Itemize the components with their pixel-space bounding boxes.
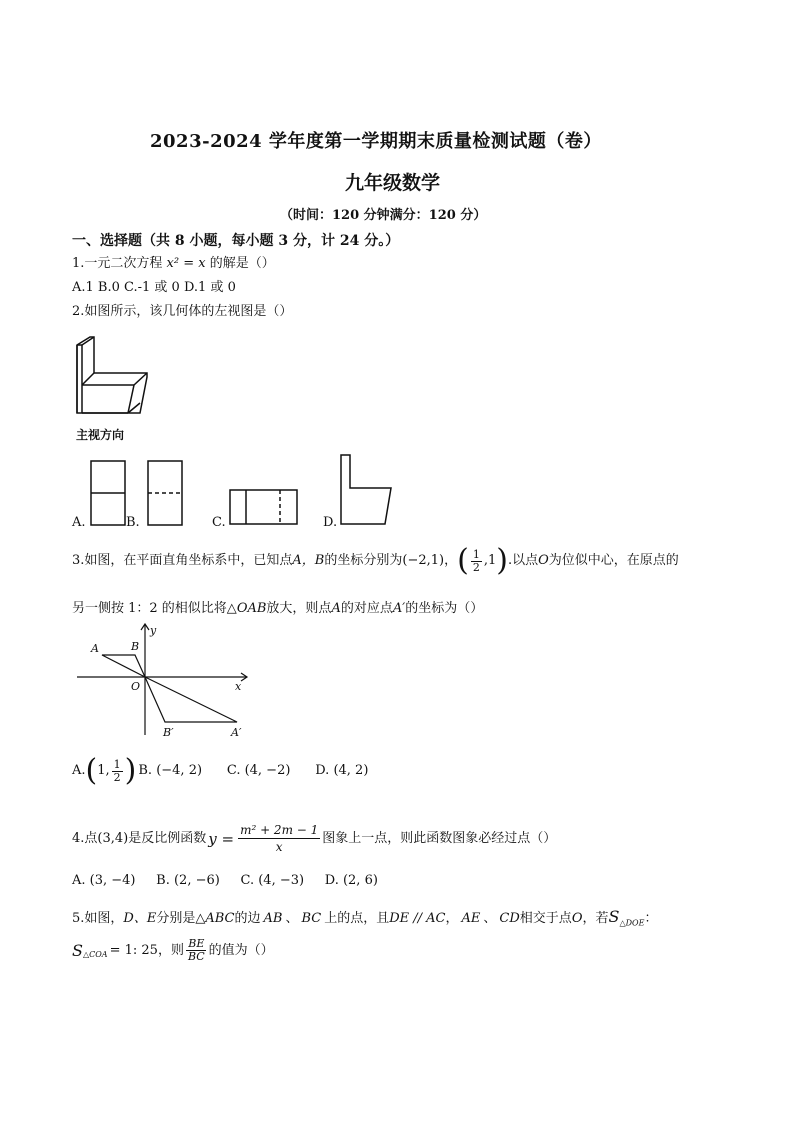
question-2: 2.如图所示，该几何体的左视图是（） bbox=[72, 304, 293, 319]
q3-comma: ， bbox=[444, 553, 458, 568]
q3-line2-part1: 另一侧按 1：2 的相似比将△ bbox=[72, 601, 237, 616]
section-heading: 一、选择题（共 8 小题，每小题 3 分，计 24 分。） bbox=[72, 233, 400, 249]
q3-points-ab: A，B bbox=[292, 553, 325, 568]
question-5-line1 bbox=[72, 909, 657, 932]
q3-frac-den: 2 bbox=[472, 560, 480, 574]
q4-point: (3,4) bbox=[97, 830, 129, 846]
q5-sep2: ， bbox=[445, 911, 459, 926]
q3-point-a-prime: A′ bbox=[392, 601, 406, 616]
q3-point-a: A bbox=[331, 601, 341, 616]
q3-option-a-head: 1, bbox=[97, 763, 110, 778]
q5-line2-part2: ，则 bbox=[157, 942, 184, 958]
q1-suffix: 的解是（） bbox=[209, 256, 275, 271]
q3-frac-num: 1 bbox=[472, 547, 480, 561]
q3-graph-point-b: B bbox=[131, 640, 140, 653]
q5-part3: 的边 bbox=[234, 911, 261, 926]
exam-subtitle: 九年级数学 bbox=[345, 172, 441, 194]
q3-coord-a: (−2,1) bbox=[402, 553, 445, 568]
q1-equation: x² = x bbox=[166, 256, 206, 271]
q5-part5: 相交于点 bbox=[519, 911, 572, 926]
q3-coord-b-tail: ,1 bbox=[483, 553, 497, 568]
q5-line2-part3: 的值为（） bbox=[208, 942, 274, 958]
time-info: （时间：120 分钟满分：120 分） bbox=[280, 208, 487, 223]
q4-fraction bbox=[238, 822, 320, 855]
q5-s-coa: S bbox=[72, 940, 83, 960]
q5-de: D、E bbox=[123, 911, 157, 926]
q3-graph-x-label: x bbox=[235, 680, 242, 693]
question-3-line2 bbox=[72, 601, 483, 617]
q1-prefix: 1.一元二次方程 bbox=[72, 256, 163, 271]
q3-origin: O bbox=[538, 553, 549, 568]
q3-stem-part1: 3.如图，在平面直角坐标系中，已知点 bbox=[72, 553, 293, 568]
q3-option-a-fraction bbox=[112, 759, 123, 784]
q3-option-a-paren-right: ) bbox=[124, 753, 137, 788]
q3-graph-point-a-prime: A′ bbox=[231, 726, 242, 739]
q2-option-b-label: B. bbox=[126, 515, 140, 530]
q2-option-b-figure bbox=[145, 458, 185, 528]
q3-line2-part2: 放大，则点 bbox=[266, 601, 332, 616]
q3-option-a-num: 1 bbox=[113, 757, 121, 771]
q3-line2-part3: 的对应点 bbox=[340, 601, 393, 616]
q4-options: A. (3, −4) B. (2, −6) C. (4, −3) D. (2, 6) bbox=[72, 873, 378, 888]
q5-s-doe-sub: △DOE bbox=[619, 918, 645, 928]
q2-option-c-figure bbox=[228, 488, 300, 528]
q3-paren-right: ) bbox=[496, 543, 508, 578]
q3-stem-part3: .以点 bbox=[507, 553, 539, 568]
q5-fraction bbox=[186, 938, 207, 963]
q4-numerator: m² + 2m − 1 bbox=[240, 823, 319, 837]
q5-s-coa-sub: △COA bbox=[82, 950, 108, 959]
q5-ae: AE bbox=[461, 911, 481, 926]
q5-ratio: = 1: 25 bbox=[109, 942, 158, 958]
exam-title: 2023-2024 学年度第一学期期末质量检测试题（卷） bbox=[150, 131, 602, 152]
q5-bc: BC bbox=[301, 911, 322, 926]
q3-options-rest: B. (−4, 2) C. (4, −2) D. (4, 2) bbox=[138, 763, 369, 778]
q3-options bbox=[72, 753, 369, 788]
q5-abc: ABC bbox=[205, 911, 235, 926]
q5-sep3: 、 bbox=[483, 911, 497, 926]
q5-part4: 上的点，且 bbox=[324, 911, 390, 926]
q2-figure-caption: 主视方向 bbox=[76, 428, 125, 442]
q5-part1: 5.如图， bbox=[72, 911, 124, 926]
q5-frac-den: BC bbox=[187, 950, 205, 963]
q4-stem-part1: 4.点 bbox=[72, 830, 98, 846]
q2-option-d-label: D. bbox=[323, 515, 338, 530]
q5-ab: AB bbox=[263, 911, 283, 926]
q3-stem-part2: 的坐标分别为 bbox=[324, 553, 403, 568]
q5-part2: 分别是△ bbox=[156, 911, 206, 926]
q3-paren-left: ( bbox=[457, 543, 469, 578]
q5-frac-num: BE bbox=[188, 937, 205, 950]
q3-coordinate-graph bbox=[75, 620, 255, 740]
q2-option-d-figure bbox=[338, 452, 394, 528]
q2-option-a-label: A. bbox=[72, 515, 86, 530]
q2-option-c-label: C. bbox=[212, 515, 226, 530]
q3-triangle: OAB bbox=[236, 601, 267, 616]
q3-graph-point-o: O bbox=[131, 680, 141, 693]
q1-options: A.1 B.0 C.-1 或 0 D.1 或 0 bbox=[72, 280, 236, 295]
q5-de-parallel: DE // AC bbox=[389, 911, 446, 926]
q4-denominator: x bbox=[275, 840, 283, 854]
q3-fraction bbox=[471, 549, 482, 574]
q3-graph-y-label: y bbox=[150, 624, 157, 637]
question-3-line1 bbox=[72, 543, 679, 578]
q5-colon: ： bbox=[644, 911, 658, 926]
q3-option-a-den: 2 bbox=[113, 770, 121, 784]
q5-cd: CD bbox=[499, 911, 520, 926]
q3-option-a-prefix: A. bbox=[72, 763, 86, 778]
q4-stem-part2: 是反比例函数 bbox=[128, 830, 207, 846]
q2-option-a-figure bbox=[88, 458, 128, 528]
q5-o: O bbox=[571, 911, 583, 926]
q3-graph-point-b-prime: B′ bbox=[163, 726, 174, 739]
question-5-line2 bbox=[72, 938, 274, 963]
q3-line2-part4: 的坐标为（） bbox=[405, 601, 484, 616]
q5-sep1: 、 bbox=[285, 911, 299, 926]
question-4 bbox=[72, 822, 556, 855]
q5-part6: ，若 bbox=[582, 911, 609, 926]
q4-y-eq: y = bbox=[208, 829, 235, 848]
q3-graph-point-a: A bbox=[91, 642, 99, 655]
q2-solid-figure bbox=[72, 335, 152, 420]
q4-stem-part3: 图象上一点，则此函数图象必经过点（） bbox=[322, 830, 557, 846]
q5-s-doe: S bbox=[608, 907, 620, 926]
q3-stem-part4: 为位似中心，在原点的 bbox=[548, 553, 679, 568]
question-1 bbox=[72, 256, 275, 272]
q3-option-a-paren-left: ( bbox=[85, 753, 98, 788]
